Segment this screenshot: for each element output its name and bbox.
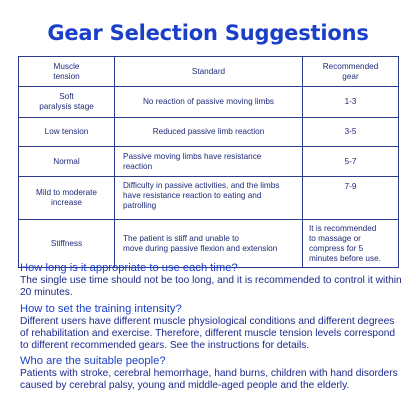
tension-cell: Soft paralysis stage xyxy=(19,87,115,118)
table-row xyxy=(19,87,399,118)
standard-cell: Difficulty in passive activities, and the limbs have resistance reaction to eating and patrolling xyxy=(115,177,303,220)
faq-training-intensity xyxy=(20,303,405,351)
faq-question: How to set the training intensity? xyxy=(20,303,182,315)
table-row xyxy=(19,118,399,147)
table-row xyxy=(19,220,399,268)
header-recommended-gear: Recommended gear xyxy=(303,57,399,87)
header-muscle-tension: Muscle tension xyxy=(19,57,115,87)
gear-cell: It is recommended to massage or compress for 5 minutes before use. xyxy=(303,220,399,268)
table-row xyxy=(19,147,399,177)
standard-cell: The patient is stiff and unable to move during passive flexion and extension xyxy=(115,220,303,268)
faq-question: Who are the suitable people? xyxy=(20,355,166,367)
faq-answer: Patients with stroke, cerebral hemorrhage, hand burns, children with hand disorders caused by cerebral palsy, young and middle-aged people and the elderly. xyxy=(20,368,398,391)
faq-answer: The single use time should not be too long, and it is recommended to control it within 20 minutes. xyxy=(20,275,402,298)
tension-cell: Low tension xyxy=(19,118,115,147)
page-title: Gear Selection Suggestions xyxy=(47,21,369,45)
tension-cell: Normal xyxy=(19,147,115,177)
gear-cell: 7-9 xyxy=(303,177,399,220)
faq-answer: Different users have different muscle physiological conditions and different degrees of rehabilitation and exercise. Therefore, different muscle tension levels correspond to different recommended gears. See the instructions for details. xyxy=(20,316,396,351)
faq-question: How long is it appropriate to use each time? xyxy=(20,262,238,274)
faq-usage-time xyxy=(20,262,405,299)
header-standard: Standard xyxy=(115,57,303,87)
standard-cell: Passive moving limbs have resistance reaction xyxy=(115,147,303,177)
tension-cell: Mild to moderate increase xyxy=(19,177,115,220)
table-header-row xyxy=(19,57,399,87)
standard-cell: No reaction of passive moving limbs xyxy=(115,87,303,118)
gear-cell: 5-7 xyxy=(303,147,399,177)
gear-table xyxy=(18,56,399,268)
table-row xyxy=(19,177,399,220)
faq-suitable-people xyxy=(20,355,405,392)
standard-cell: Reduced passive limb reaction xyxy=(115,118,303,147)
gear-cell: 1-3 xyxy=(303,87,399,118)
tension-cell: Stiffness xyxy=(19,220,115,268)
gear-cell: 3-5 xyxy=(303,118,399,147)
